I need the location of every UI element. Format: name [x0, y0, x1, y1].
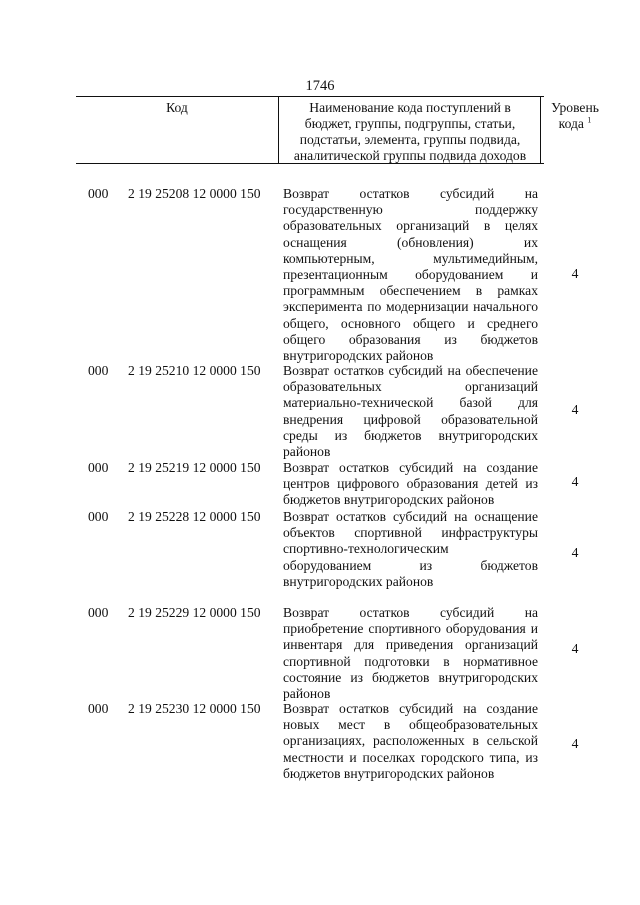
header-column-divider	[278, 96, 279, 164]
admin-code: 000	[88, 460, 109, 475]
footnote-marker: 1	[587, 115, 592, 125]
header-top-rule	[76, 96, 544, 97]
header-level-subtitle: кода $^1$	[558, 115, 592, 131]
budget-code: 2 19 25219 12 0000 150	[128, 460, 261, 475]
revenue-name: Возврат остатков субсидий на создание новых мест в общеобразовательных организациях, расположенных в сельской местности и поселках городского типа, из бюджетов внутригородских районов	[283, 701, 538, 781]
header-name-line: подстатьи, элемента, группы подвида,	[299, 132, 521, 147]
admin-code: 000	[88, 509, 109, 524]
header-name-line: аналитической группы подвида доходов	[293, 148, 527, 163]
header-name	[282, 100, 538, 164]
revenue-name: Возврат остатков субсидий на оснащение объектов спортивной инфраструктуры спортивно-технологическим оборудованием из бюджетов внутригородских районов	[283, 509, 538, 589]
revenue-name: Возврат остатков субсидий на обеспечение образовательных организаций материально-технической базой для внедрения цифровой образовательной среды из бюджетов внутригородских районов	[283, 363, 538, 460]
level-value: 4	[571, 545, 579, 560]
budget-code: 2 19 25230 12 0000 150	[128, 701, 261, 716]
budget-code: 2 19 25229 12 0000 150	[128, 605, 261, 620]
header-name-line: Наименование кода поступлений в	[309, 100, 511, 115]
admin-code: 000	[88, 363, 109, 378]
admin-code: 000	[88, 186, 109, 201]
table-header	[76, 96, 599, 164]
budget-code: 2 19 25210 12 0000 150	[128, 363, 261, 378]
level-value: 4	[571, 402, 579, 417]
level-value: 4	[571, 266, 579, 281]
header-name-line: бюджет, группы, подгруппы, статьи,	[304, 116, 516, 131]
header-code: Код	[166, 100, 188, 115]
level-value: 4	[571, 474, 579, 489]
admin-code: 000	[88, 701, 109, 716]
admin-code: 000	[88, 605, 109, 620]
revenue-name: Возврат остатков субсидий на создание центров цифрового образования детей из бюджетов внутригородских районов	[283, 460, 538, 508]
level-value: 4	[571, 736, 579, 751]
revenue-name: Возврат остатков субсидий на государственную поддержку образовательных организаций в целях оснащения (обновления) их компьютерным, мультимедийным, презентационным оборудованием и программным обеспечением в рамках эксперимента по модернизации начального общего, основного общего и среднего общего образования из бюджетов внутригородских районов	[283, 186, 538, 364]
header-level-title: Уровень	[551, 100, 599, 115]
budget-code: 2 19 25208 12 0000 150	[128, 186, 261, 201]
page-number: 1746	[305, 78, 335, 94]
header-column-divider	[540, 96, 541, 164]
revenue-name: Возврат остатков субсидий на приобретение спортивного оборудования и инвентаря для приведения организаций спортивной подготовки в нормативное состояние из бюджетов внутригородских районов	[283, 605, 538, 702]
header-level	[542, 100, 608, 132]
budget-code: 2 19 25228 12 0000 150	[128, 509, 261, 524]
level-value: 4	[571, 641, 579, 656]
